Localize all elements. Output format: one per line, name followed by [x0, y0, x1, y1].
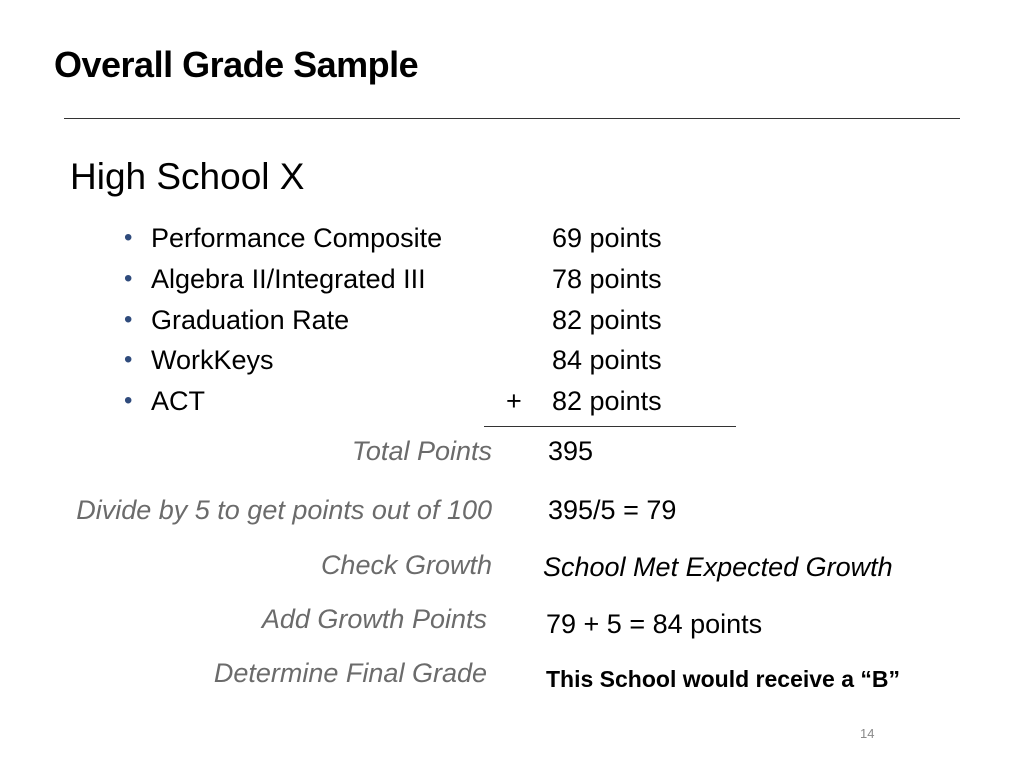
component-value: 69 points	[552, 223, 662, 253]
component-label: Performance Composite	[151, 223, 443, 253]
title-divider	[64, 118, 960, 119]
component-row-graduation-rate	[124, 300, 744, 341]
divide-step-label: Divide by 5 to get points out of 100	[76, 495, 492, 525]
final-grade-label: Determine Final Grade	[213, 658, 487, 688]
check-growth-value: School Met Expected Growth	[543, 552, 893, 582]
component-value: 84 points	[552, 345, 662, 376]
page-number: 14	[860, 726, 875, 741]
component-row-algebra	[124, 259, 744, 300]
school-name: High School X	[70, 156, 305, 197]
slide-title: Overall Grade Sample	[54, 44, 419, 85]
component-row-performance-composite	[124, 218, 744, 259]
component-value: 78 points	[552, 263, 662, 294]
growth-points-value: 79 + 5 = 84 points	[546, 609, 763, 639]
final-grade-value: This School would receive a “B”	[546, 666, 901, 692]
bullet-icon: •	[124, 224, 133, 251]
growth-points-label: Add Growth Points	[261, 604, 487, 634]
component-label: Algebra II/Integrated III	[151, 263, 426, 294]
bullet-icon: •	[124, 305, 133, 333]
component-label: ACT	[151, 386, 205, 417]
component-row-workkeys	[124, 340, 744, 381]
component-operator: +	[506, 386, 522, 417]
component-value: 82 points	[552, 304, 662, 335]
bullet-icon: •	[124, 346, 133, 374]
sum-divider	[484, 426, 736, 427]
component-label: WorkKeys	[151, 345, 274, 376]
component-label: Graduation Rate	[151, 304, 350, 335]
component-value: 82 points	[552, 386, 662, 417]
bullet-icon: •	[124, 264, 133, 292]
bullet-icon: •	[124, 387, 133, 415]
divide-step-value: 395/5 = 79	[548, 495, 677, 525]
total-points-value: 395	[548, 436, 594, 466]
check-growth-label: Check Growth	[320, 550, 492, 580]
total-points-label: Total Points	[351, 436, 492, 466]
component-row-act	[124, 381, 744, 422]
component-list	[124, 218, 744, 422]
